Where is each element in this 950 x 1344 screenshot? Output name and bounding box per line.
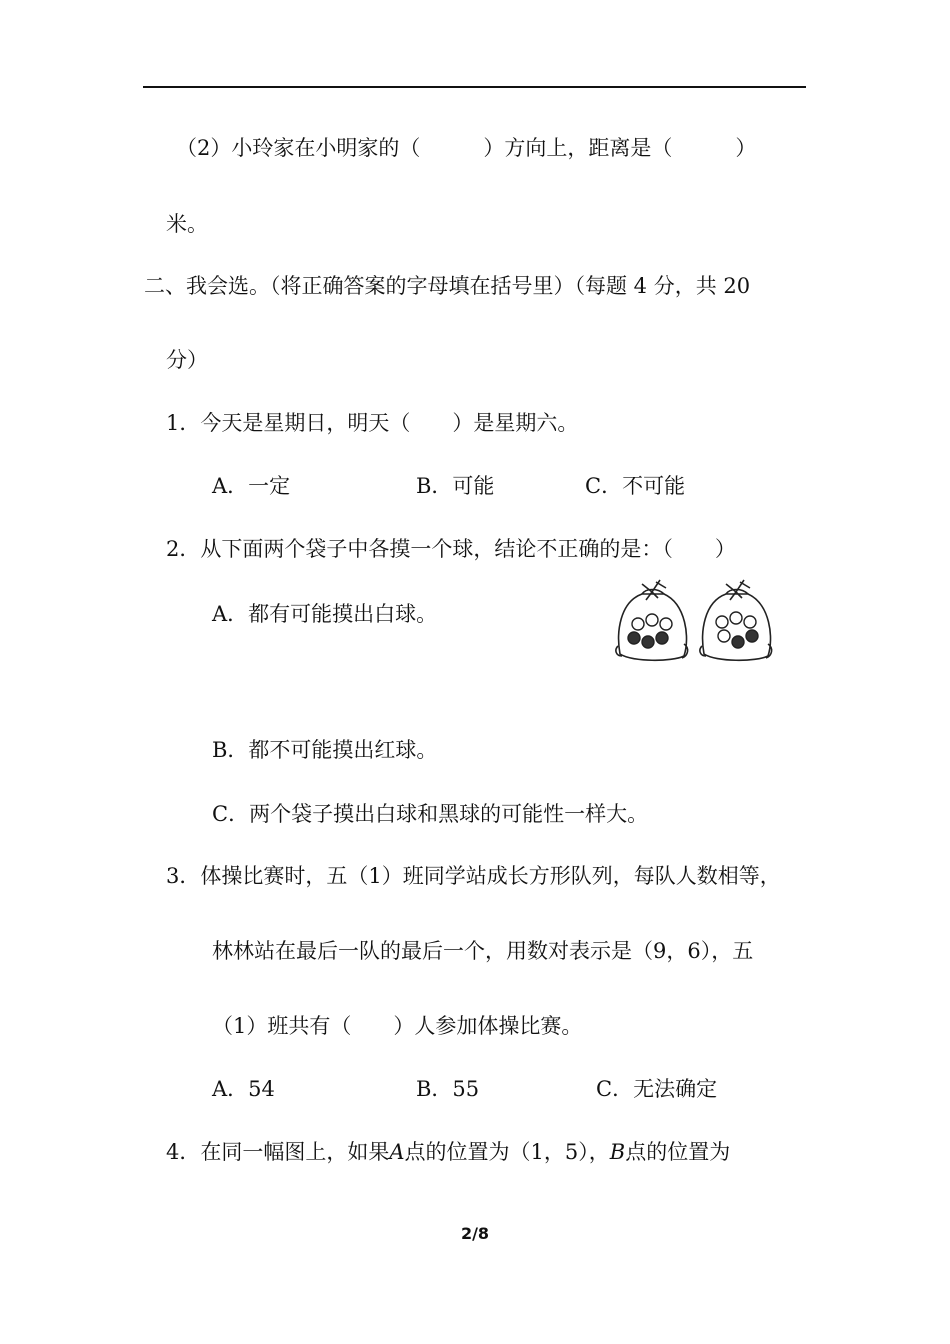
question-4-stem-part1: 4．在同一幅图上，如果 — [166, 1140, 390, 1164]
question-4-stem-part2: 点的位置为（1，5）， — [404, 1140, 610, 1164]
bag-left-balls — [628, 614, 672, 648]
page-number: 2/8 — [460, 1224, 490, 1243]
question-3-stem-line2: 林林站在最后一队的最后一个，用数对表示是（9，6），五 — [212, 939, 754, 963]
q1-2-line1: （2）小玲家在小明家的（ ）方向上，距离是（ ） — [176, 136, 757, 160]
question-1-stem: 1．今天是星期日，明天（ ）是星期六。 — [166, 411, 579, 435]
question-3-option-c: C．无法确定 — [596, 1077, 718, 1101]
variable-b: B — [609, 1140, 626, 1164]
question-1-option-b: B．可能 — [416, 474, 495, 498]
question-2-option-b: B．都不可能摸出红球。 — [212, 738, 438, 762]
question-3-stem-line3: （1）班共有（ ）人参加体操比赛。 — [212, 1014, 583, 1038]
ball-bags-image — [612, 574, 778, 666]
question-3-option-b: B．55 — [416, 1077, 480, 1101]
variable-a: A — [389, 1140, 405, 1164]
bag-right-balls — [716, 612, 758, 648]
question-4-stem-part3: 点的位置为 — [625, 1140, 731, 1164]
section2-heading: 二、我会选。（将正确答案的字母填在括号里）（每题 4 分，共 20 — [144, 274, 751, 298]
question-2-option-c: C．两个袋子摸出白球和黑球的可能性一样大。 — [212, 802, 649, 826]
question-2-option-a: A．都有可能摸出白球。 — [212, 602, 438, 626]
question-1-option-a: A．一定 — [212, 474, 291, 498]
question-3-option-a: A．54 — [212, 1077, 275, 1101]
q1-2-line2: 米。 — [166, 212, 208, 236]
question-2-stem: 2．从下面两个袋子中各摸一个球，结论不正确的是：（ ） — [166, 537, 736, 561]
header-rule — [143, 86, 806, 88]
section2-heading-cont: 分） — [166, 348, 208, 372]
question-4-stem — [166, 1138, 730, 1166]
question-1-option-c: C．不可能 — [585, 474, 686, 498]
question-3-stem-line1: 3．体操比赛时，五（1）班同学站成长方形队列，每队人数相等， — [166, 864, 781, 888]
